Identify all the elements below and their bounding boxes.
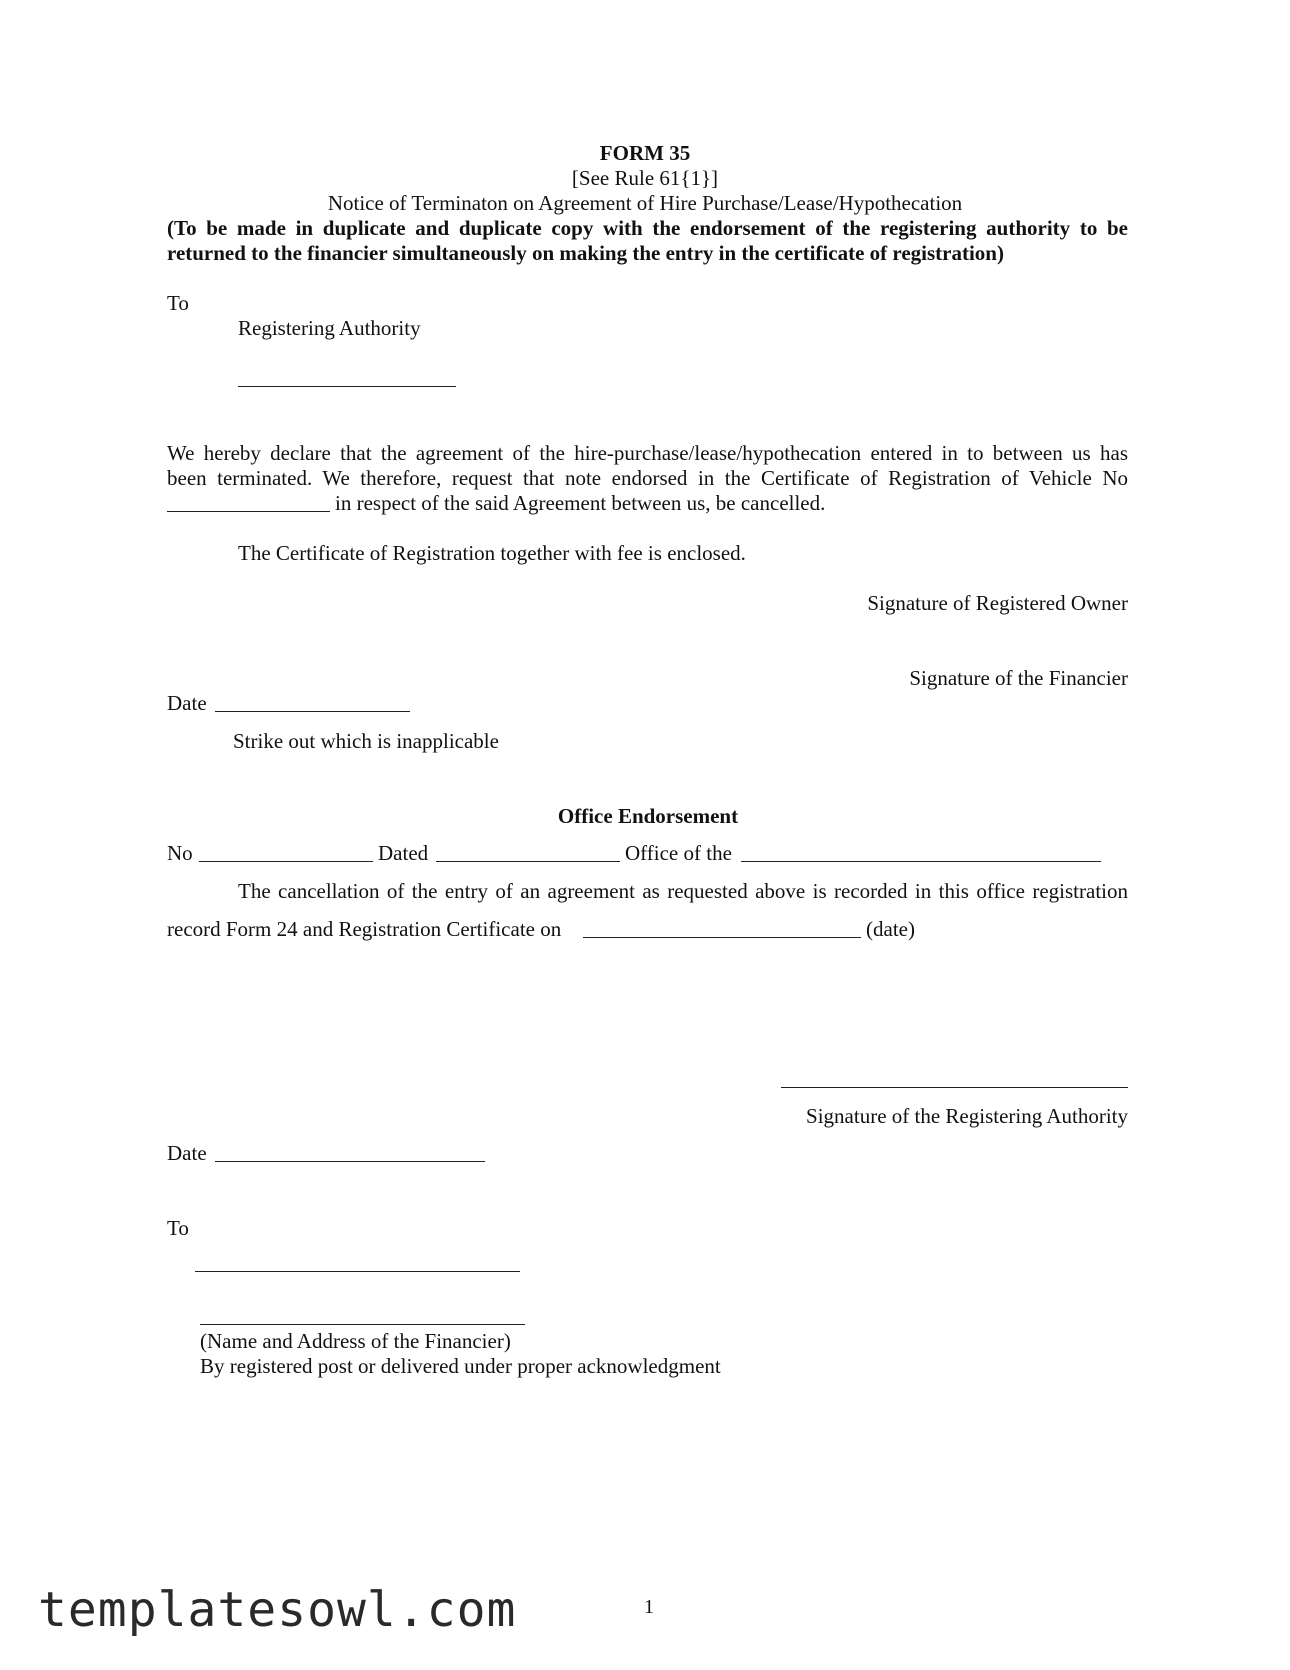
declaration-line-1: We hereby declare that the agreement of the hire-purchase/lease/hypothecation entered in to between us has [167, 441, 1128, 465]
delivery-note: By registered post or delivered under proper acknowledgment [200, 1354, 721, 1378]
financier-name-field[interactable] [195, 1271, 520, 1272]
recorded-date-field[interactable] [583, 937, 861, 938]
endorsement-line-1: The cancellation of the entry of an agreement as requested above is recorded in this office registration [238, 879, 1128, 903]
authority-signature-line[interactable] [781, 1087, 1128, 1088]
authority-signature-label: Signature of the Registering Authority [806, 1104, 1128, 1128]
enclosure-note: The Certificate of Registration together with fee is enclosed. [238, 541, 746, 565]
endorsement-office-field[interactable] [741, 861, 1101, 862]
date-label: Date [167, 691, 207, 715]
recipient-label: Registering Authority [238, 316, 421, 340]
endorsement-heading: Office Endorsement [557, 804, 739, 828]
financier-caption: (Name and Address of the Financier) [200, 1329, 511, 1353]
endorsement-dated-label: Dated [378, 841, 429, 865]
endorsement-date-label: Date [167, 1141, 207, 1165]
to-label: To [167, 291, 189, 315]
financier-to-label: To [167, 1216, 189, 1240]
strike-note: Strike out which is inapplicable [233, 729, 499, 753]
date-field[interactable] [215, 711, 410, 712]
financier-signature-label: Signature of the Financier [909, 666, 1128, 690]
watermark-logo: templatesowl.com [38, 1582, 517, 1638]
instruction-line-2: returned to the financier simultaneously on making the entry in the certificate of registration) [167, 241, 1004, 265]
form-title: Notice of Terminaton on Agreement of Hire Purchase/Lease/Hypothecation [327, 191, 963, 215]
recipient-name-field[interactable] [238, 386, 456, 387]
declaration-line-2: been terminated. We therefore, request that note endorsed in the Certificate of Registration of Vehicle No [167, 466, 1128, 490]
instruction-line-1: (To be made in duplicate and duplicate copy with the endorsement of the registering authority to be [167, 216, 1128, 240]
owner-signature-label: Signature of Registered Owner [867, 591, 1128, 615]
endorsement-line-2-suffix: (date) [866, 917, 915, 941]
vehicle-number-field[interactable] [167, 511, 330, 512]
endorsement-no-label: No [167, 841, 193, 865]
endorsement-office-label: Office of the [625, 841, 732, 865]
rule-reference: [See Rule 61{1}] [571, 166, 719, 190]
endorsement-line-2-prefix: record Form 24 and Registration Certificate on [167, 917, 562, 941]
endorsement-date-field[interactable] [215, 1161, 485, 1162]
financier-address-field[interactable] [200, 1324, 525, 1325]
declaration-line-3: in respect of the said Agreement between us, be cancelled. [335, 491, 826, 515]
endorsement-dated-field[interactable] [436, 861, 620, 862]
form-number: FORM 35 [599, 141, 691, 165]
endorsement-no-field[interactable] [199, 861, 373, 862]
page-number: 1 [644, 1596, 654, 1618]
